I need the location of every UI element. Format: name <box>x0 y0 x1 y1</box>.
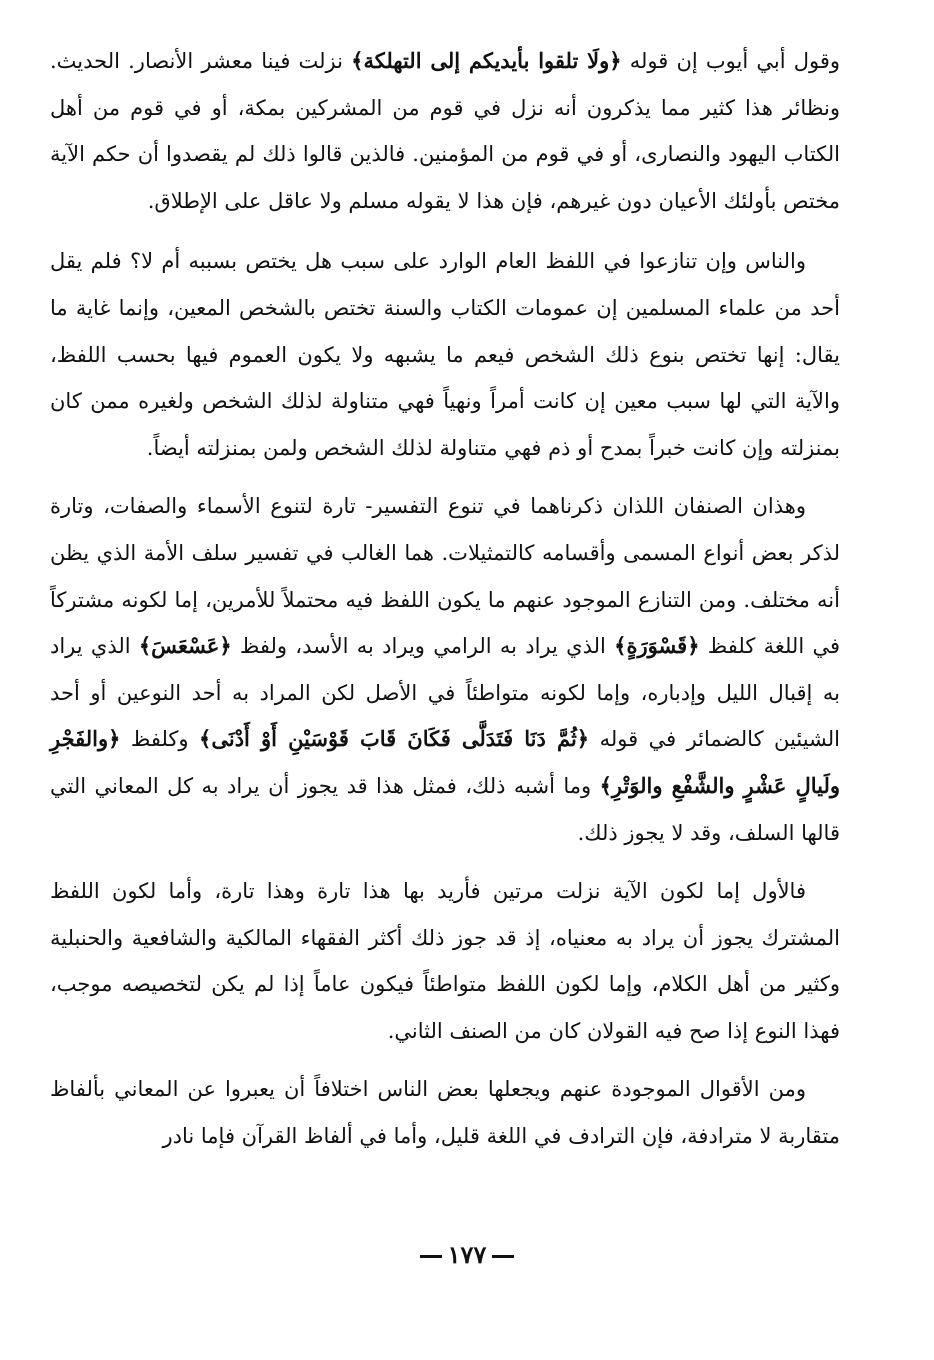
paragraph-1 <box>50 38 840 224</box>
quran-quote: ﴿ولَا تلقوا بأيديكم إلى التهلكة﴾ <box>351 48 622 73</box>
quran-quote: ﴿قَسْوَرَةٍ﴾ <box>614 633 700 659</box>
quran-quote: ﴿والفَجْرِ ولَيالٍ عَشْرٍ والشَّفْعِ والوَتْرِ﴾ <box>50 726 840 798</box>
paragraph-text: ومن الأقوال الموجودة عنهم ويجعلها بعض الناس اختلافاً أن يعبروا عن المعاني بألفاظ متقاربة لا مترادفة، فإن الترادف في اللغة قليل، وأما في ألفاظ القرآن فإما نادر <box>50 1077 840 1149</box>
dash-left-decoration <box>492 1255 514 1258</box>
quran-quote: ﴿عَسْعَسَ﴾ <box>138 633 232 659</box>
paragraph-text: وما أشبه ذلك، فمثل هذا قد يجوز أن يراد به كل المعاني التي قالها السلف، وقد لا يجوز ذلك. <box>50 773 840 845</box>
paragraph-text: والناس وإن تنازعوا في اللفظ العام الوارد على سبب هل يختص بسببه أم لا؟ فلم يقل أحد من علماء المسلمين إن عمومات الكتاب والسنة تختص بالشخص المعين، وإنما غاية ما يقال: إنها تختص بنوع ذلك الشخص فيعم ما يشبهه ولا يكون العموم فيها بحسب اللفظ، والآية التي لها سبب معين إن كانت أمراً ونهياً فهي متناولة لذلك الشخص ولغيره ممن كان بمنزلته وإن كانت خبراً بمدح أو ذم فهي متناولة لذلك الشخص ولمن بمنزلته أيضاً. <box>50 249 840 460</box>
quran-quote: ﴿ثُمَّ دَنَا فَتَدَلَّى فَكَانَ قَابَ قَوْسَيْنِ أَوْ أَدْنَى﴾ <box>199 726 590 752</box>
paragraph-3 <box>50 483 840 856</box>
page-number: ١٧٧ <box>447 1240 487 1269</box>
paragraph-5 <box>50 1066 840 1159</box>
paragraph-text: نزلت فينا معشر الأنصار. الحديث. ونظائر هذا كثير مما يذكرون أنه نزل في قوم من المشركين بمكة، أو في قوم من أهل الكتاب اليهود والنصارى، أو في قوم من المؤمنين. فالذين قالوا ذلك لم يقصدوا أن حكم الآية مختص بأولئك الأعيان دون غيرهم، فإن هذا لا يقوله مسلم ولا عاقل على الإطلاق. <box>50 49 840 213</box>
dash-right-decoration <box>420 1255 442 1258</box>
paragraph-text: الذي يراد به إقبال الليل وإدباره، وإما لكونه متواطئاً في الأصل لكن المراد به أحد النوعين أو أحد الشيئين كالضمائر في قوله <box>50 634 840 752</box>
paragraph-text: وكلفظ <box>120 727 200 752</box>
paragraph-2 <box>50 238 840 471</box>
body-text <box>50 38 840 1172</box>
paragraph-text: الذي يراد به الرامي ويراد به الأسد، ولفظ <box>231 634 615 659</box>
paragraph-text: فالأول إما لكون الآية نزلت مرتين فأريد بها هذا تارة وهذا تارة، وأما لكون اللفظ المشترك يجوز أن يراد به معنياه، إذ قد جوز ذلك أكثر الفقهاء المالكية والشافعية والحنبلية وكثير من أهل الكلام، وإما لكون اللفظ متواطئاً فيكون عاماً إذا لم يكن لتخصيصه موجب، فهذا النوع إذا صح فيه القولان كان من الصنف الثاني. <box>50 879 840 1043</box>
paragraph-text: وقول أبي أيوب إن قوله <box>621 49 840 73</box>
paragraph-4 <box>50 868 840 1054</box>
paragraph-text: وهذان الصنفان اللذان ذكرناهما في تنوع التفسير- تارة لتنوع الأسماء والصفات، وتارة لذكر بعض أنواع المسمى وأقسامه كالتمثيلات. هما الغالب في تفسير سلف الأمة الذي يظن أنه مختلف. ومن التنازع الموجود عنهم ما يكون اللفظ فيه محتملاً للأمرين، إما لكونه مشتركاً في اللغة كلفظ <box>50 494 840 659</box>
page-number-footer <box>0 1240 934 1269</box>
